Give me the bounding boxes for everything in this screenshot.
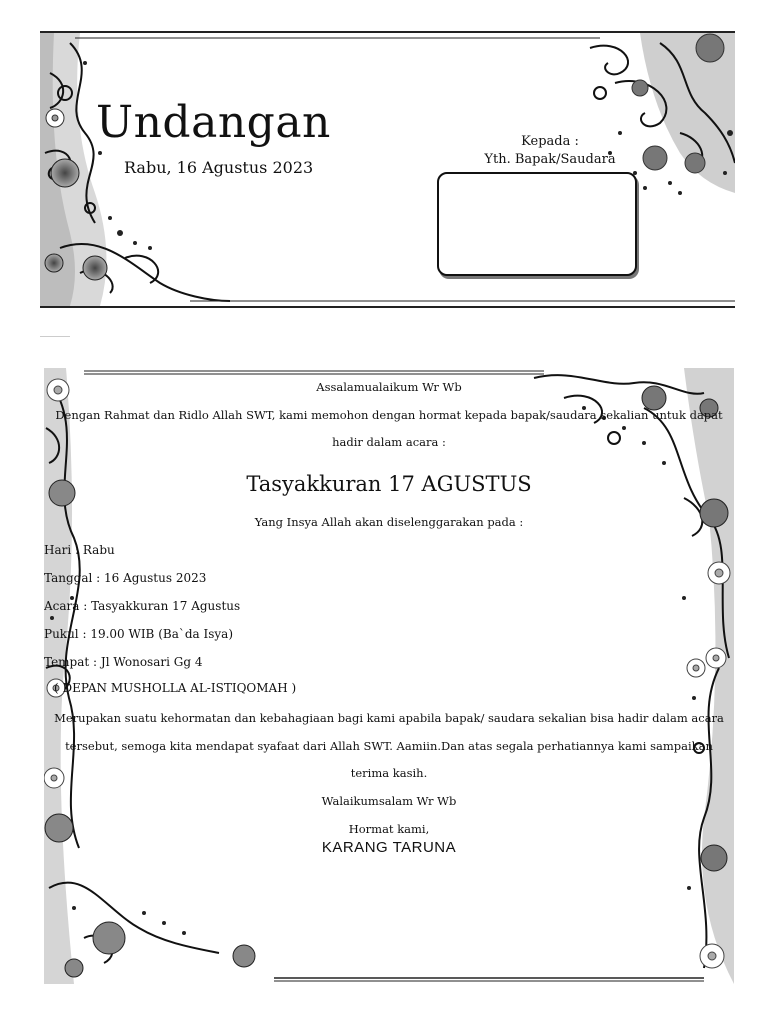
- divider: [40, 336, 70, 337]
- closing-text-line-3: terima kasih.: [350, 766, 428, 780]
- letter-card: [44, 368, 734, 984]
- detail-hari: Hari : Rabu: [44, 543, 115, 557]
- detail-tempat: Tempat : Jl Wonosari Gg 4: [44, 655, 203, 669]
- signature-organization: KARANG TARUNA: [321, 839, 457, 856]
- detail-acara: Acara : Tasyakkuran 17 Agustus: [44, 599, 241, 613]
- invitation-title: Undangan: [96, 97, 331, 148]
- event-title: Tasyakkuran 17 AGUSTUS: [246, 472, 532, 496]
- floral-border-decoration: [44, 368, 734, 984]
- invitation-date: Rabu, 16 Agustus 2023: [124, 158, 314, 177]
- sign-off: Hormat kami,: [348, 822, 430, 836]
- detail-tempat-keterangan: ( DEPAN MUSHOLLA AL-ISTIQOMAH ): [54, 681, 297, 695]
- closing-text-line-2: tersebut, semoga kita mendapat syafaat dari Allah SWT. Aamiin.Dan atas segala perhatiannya kami sampaikan: [65, 739, 713, 753]
- intro-text-line-2: hadir dalam acara :: [332, 435, 446, 449]
- detail-pukul: Pukul : 19.00 WIB (Ba`da Isya): [44, 627, 234, 641]
- closing-text-line-1: Merupakan suatu kehormatan dan kebahagiaan bagi kami apabila bapak/ saudara sekalian bisa hadir dalam acara: [54, 711, 724, 725]
- closing-greeting: Walaikumsalam Wr Wb: [321, 794, 457, 808]
- recipient-address-box: [437, 172, 637, 276]
- event-subtitle: Yang Insya Allah akan diselenggarakan pada :: [254, 515, 524, 529]
- recipient-salutation: Yth. Bapak/Saudara: [484, 152, 616, 167]
- opening-greeting: Assalamualaikum Wr Wb: [316, 380, 462, 394]
- detail-tanggal: Tanggal : 16 Agustus 2023: [44, 571, 207, 585]
- envelope-card: [40, 31, 735, 308]
- intro-text-line-1: Dengan Rahmat dan Ridlo Allah SWT, kami memohon dengan hormat kepada bapak/saudara sekalian untuk dapat: [55, 408, 723, 422]
- recipient-label: Kepada :: [521, 134, 579, 149]
